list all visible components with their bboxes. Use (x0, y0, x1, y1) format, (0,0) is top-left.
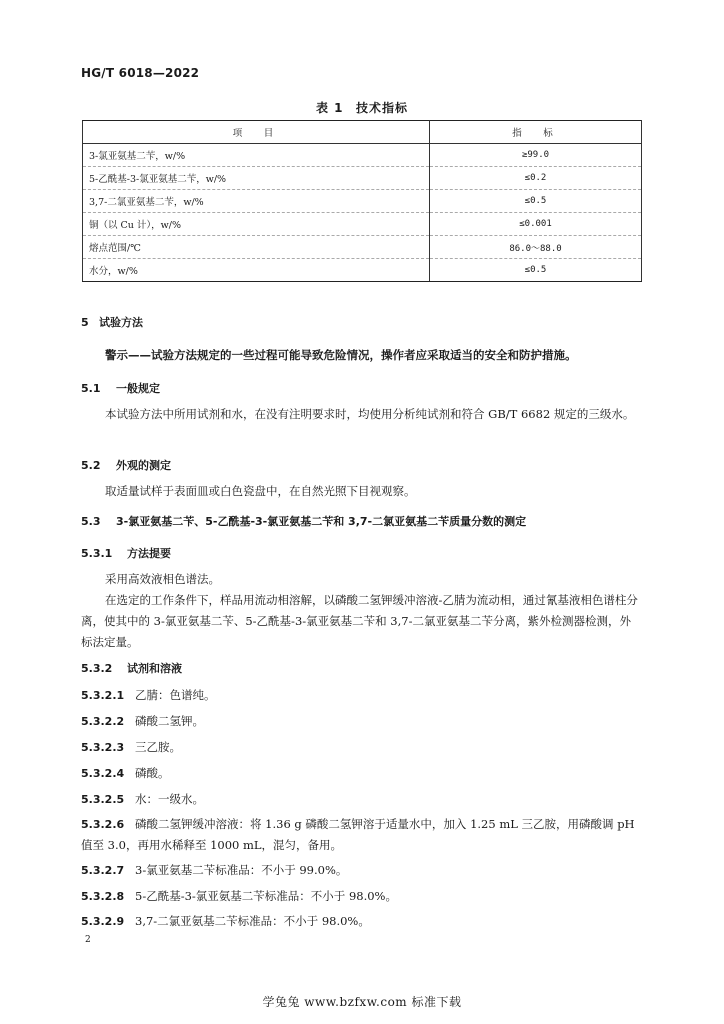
table-cell-value: ≤0.001 (430, 213, 642, 236)
item-text: 3-氯亚氨基二苄标准品：不小于 99.0%。 (135, 863, 348, 877)
table-row (83, 190, 642, 213)
section-number: 5 (81, 316, 89, 329)
item-text: 5-乙酰基-3-氯亚氨基二苄标准品：不小于 98.0%。 (135, 889, 397, 903)
table-cell-item: 水分，w/% (83, 259, 430, 282)
item-number: 5.3.2.3 (81, 741, 125, 754)
list-item (81, 711, 641, 732)
section-number: 5.3.2 (81, 662, 113, 675)
table-cell-item: 熔点范围/℃ (83, 236, 430, 259)
table-row (83, 259, 642, 282)
list-item (81, 789, 641, 810)
table-cell-item: 5-乙酰基-3-氯亚氨基二苄，w/% (83, 167, 430, 190)
item-number: 5.3.2.2 (81, 715, 125, 728)
section-5-2-heading (81, 457, 171, 473)
section-5-3-heading (81, 513, 526, 529)
table-row (83, 167, 642, 190)
section-5-1-text: 本试验方法中所用试剂和水，在没有注明要求时，均使用分析纯试剂和符合 GB/T 6682 规定的三级水。 (105, 407, 635, 421)
item-number: 5.3.2.6 (81, 818, 125, 831)
table-row (83, 236, 642, 259)
table-cell-value: ≤0.5 (430, 190, 642, 213)
item-text: 乙腈：色谱纯。 (135, 688, 216, 702)
table-row (83, 144, 642, 167)
section-title: 3-氯亚氨基二苄、5-乙酰基-3-氯亚氨基二苄和 3,7-二氯亚氨基二苄质量分数的测定 (116, 515, 527, 528)
table-header-row (83, 121, 642, 144)
list-item (81, 886, 641, 907)
table-row (83, 213, 642, 236)
list-item (81, 685, 641, 706)
section-5-2-text: 取适量试样于表面皿或白色瓷盘中，在自然光照下目视观察。 (105, 484, 416, 498)
section-title: 外观的测定 (116, 459, 171, 472)
item-text: 3,7-二氯亚氨基二苄标准品：不小于 98.0%。 (135, 914, 370, 928)
spec-table (82, 120, 642, 282)
table-title-number: 表 1 (315, 101, 344, 115)
table-cell-item: 3,7-二氯亚氨基二苄，w/% (83, 190, 430, 213)
section-number: 5.3.1 (81, 547, 113, 560)
item-number: 5.3.2.9 (81, 915, 125, 928)
section-number: 5.1 (81, 382, 101, 395)
table-title-text: 技术指标 (356, 101, 409, 115)
item-text: 水：一级水。 (135, 792, 204, 806)
column-header-value: 指 标 (430, 121, 642, 144)
section-title: 试剂和溶液 (127, 662, 182, 675)
column-header-item: 项 目 (83, 121, 430, 144)
list-item (81, 860, 641, 881)
item-number: 5.3.2.5 (81, 793, 125, 806)
section-5-3-1-text-1: 采用高效液相色谱法。 (105, 572, 220, 586)
section-title: 试验方法 (99, 316, 143, 329)
list-item (81, 814, 641, 856)
item-text: 磷酸二氢钾缓冲溶液：将 1.36 g 磷酸二氢钾溶于适量水中，加入 1.25 mL 三乙胺，用磷酸调 pH 值至 3.0，再用水稀释至 1000 mL，混匀，备用。 (81, 817, 635, 852)
item-text: 磷酸。 (135, 766, 170, 780)
item-number: 5.3.2.4 (81, 767, 125, 780)
table-cell-value: ≤0.5 (430, 259, 642, 282)
item-text: 磷酸二氢钾。 (135, 714, 204, 728)
item-text: 三乙胺。 (135, 740, 181, 754)
table-cell-item: 铜（以 Cu 计），w/% (83, 213, 430, 236)
safety-warning: 警示——试验方法规定的一些过程可能导致危险情况，操作者应采取适当的安全和防护措施。 (105, 348, 577, 362)
section-number: 5.3 (81, 515, 101, 528)
list-item (81, 911, 641, 932)
list-item (81, 763, 641, 784)
standard-code: HG/T 6018—2022 (81, 66, 200, 80)
item-number: 5.3.2.7 (81, 864, 125, 877)
section-title: 方法提要 (127, 547, 171, 560)
item-number: 5.3.2.1 (81, 689, 125, 702)
list-item (81, 737, 641, 758)
table-title (0, 99, 724, 116)
section-title: 一般规定 (116, 382, 160, 395)
page-number: 2 (85, 935, 91, 945)
table-cell-value: ≥99.0 (430, 144, 642, 167)
section-5-3-2-heading (81, 660, 182, 676)
item-number: 5.3.2.8 (81, 890, 125, 903)
table-cell-item: 3-氯亚氨基二苄，w/% (83, 144, 430, 167)
section-number: 5.2 (81, 459, 101, 472)
section-5-heading (81, 314, 143, 330)
section-5-3-1-heading (81, 545, 171, 561)
section-5-1-heading (81, 380, 160, 396)
table-cell-value: ≤0.2 (430, 167, 642, 190)
section-5-3-1-text-2: 在选定的工作条件下，样品用流动相溶解，以磷酸二氢钾缓冲溶液-乙腈为流动相，通过氰基液相色谱柱分离，使其中的 3-氯亚氨基二苄、5-乙酰基-3-氯亚氨基二苄和 3,7-二氯亚氨基二苄分离，紫外检测器检测，外标法定量。 (81, 593, 638, 649)
watermark-text: 学兔兔 www.bzfxw.com 标准下载 (262, 995, 462, 1009)
table-cell-value: 86.0～88.0 (430, 236, 642, 259)
